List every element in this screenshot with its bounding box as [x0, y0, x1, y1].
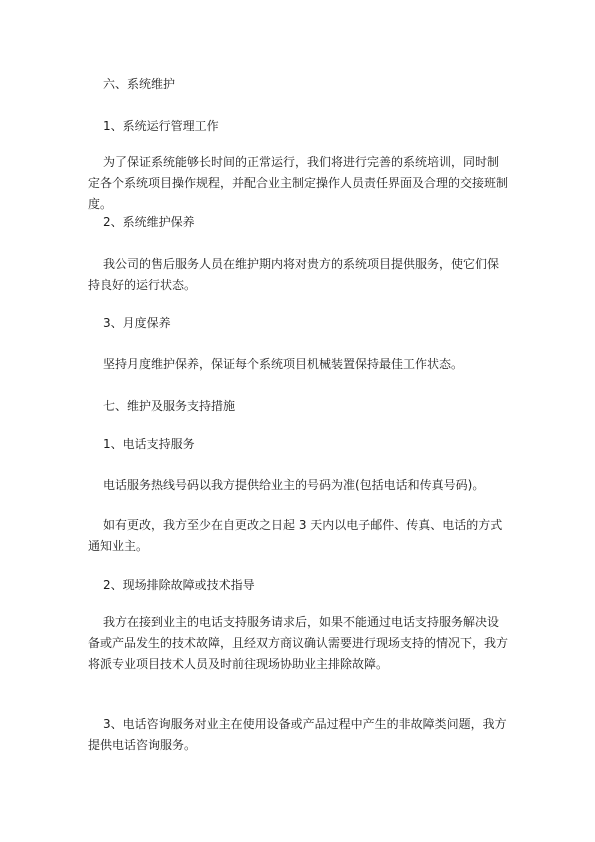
paragraph-change-notice: 如有更改，我方至少在自更改之日起 3 天内以电子邮件、传真、电话的方式通知业主。	[88, 518, 503, 553]
section-heading-system-maintenance: 六、系统维护	[103, 77, 176, 91]
paragraph-hotline: 电话服务热线号码以我方提供给业主的号码为准(包括电话和传真号码)。	[103, 478, 485, 492]
subheading-system-operation: 1、系统运行管理工作	[103, 119, 219, 133]
section-heading-service-support: 七、维护及服务支持措施	[103, 399, 236, 413]
paragraph-monthly-upkeep: 坚持月度维护保养，保证每个系统项目机械装置保持最佳工作状态。	[103, 357, 464, 371]
subheading-monthly-upkeep: 3、月度保养	[103, 316, 171, 330]
paragraph-onsite-support: 我方在接到业主的电话支持服务请求后，如果不能通过电话支持服务解决设备或产品发生的技术故障，且经双方商议确认需要进行现场支持的情况下，我方将派专业项目技术人员及时前往现场协助业主排除故障。	[88, 615, 509, 671]
paragraph-system-upkeep: 我公司的售后服务人员在维护期内将对贵方的系统项目提供服务，使它们保持良好的运行状态。	[88, 257, 500, 292]
paragraph-phone-consulting: 3、电话咨询服务对业主在使用设备或产品过程中产生的非故障类问题，我方提供电话咨询服务。	[88, 717, 507, 752]
paragraph-system-operation: 为了保证系统能够长时间的正常运行，我们将进行完善的系统培训，同时制定各个系统项目操作规程，并配合业主制定操作人员责任界面及合理的交接班制度。	[88, 155, 509, 211]
subheading-phone-support: 1、电话支持服务	[103, 437, 195, 451]
subheading-onsite-support: 2、现场排除故障或技术指导	[103, 578, 255, 592]
subheading-system-upkeep: 2、系统维护保养	[103, 215, 195, 229]
